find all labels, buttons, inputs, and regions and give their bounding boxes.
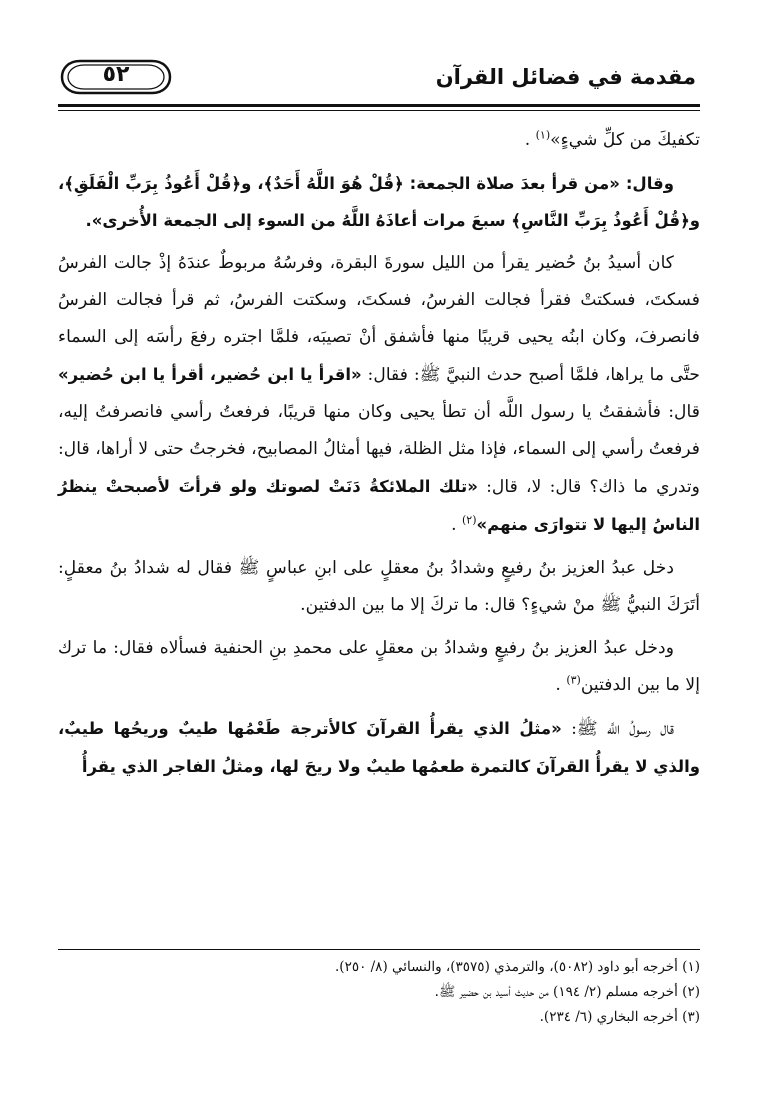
header-rule-thin (58, 110, 700, 111)
hadith-quote: «مثلُ الذي يقرأُ القرآنَ كالأترجة طَعْمُها طيبٌ وريحُها طيبٌ، والذي لا يقرأُ القرآنَ كالتمرة طعمُها طيبٌ ولا ريحَ لها، ومثلُ الفاجر الذي يقرأُ (58, 719, 700, 776)
footnote-3: (٣) أخرجه البخاري (٦/ ٢٣٤). (539, 1009, 700, 1025)
footnote-ref-2: (٢) (462, 513, 477, 527)
paragraph-5: ودخل عبدُ العزيز بنُ رفيعٍ وشدادُ بن معقلٍ على محمدِ بنِ الحنفية فسألاه فقال: ما ترك إلا ما بين الدفتين$^{(٣)}$ . (58, 638, 700, 695)
footnote-ref-3: (٣) (566, 673, 581, 687)
header-rule (58, 104, 700, 107)
page-number: ٥٢ (102, 62, 130, 87)
paragraph-4: دخل عبدُ العزيز بنُ رفيعٍ وشدادُ بنُ معقلٍ على ابنِ عباسٍ ﷺ فقال له شدادُ بنُ معقلٍ: أتَرَكَ النبيُّ ﷺ منْ شيءٍ؟ قال: ما تركَ إلا ما بين الدفتين. (58, 558, 700, 615)
page-number-badge (60, 57, 172, 97)
main-text (58, 122, 700, 786)
paragraph-3: كان أسيدُ بنُ حُضير يقرأ من الليل سورةَ البقرة، وفرسُهُ مربوطٌ عندَهُ إذْ جالت الفرسُ فسكتَ، فسكتتْ فقرأ فجالت الفرسُ، فسكتَ، وسكتت الفرسُ، ثم قرأ فجالت الفرسُ فانصرفَ، وكان ابنُه يحيى قريبًا منها فأشفق أنْ تصيبَه، فلمَّا اجتره رفعَ رأسَه إلى السماء حتَّى ما يراها، فلمَّا أصبح حدث النبيَّ ﷺ: فقال: «اقرأ يا ابن حُضير، أقرأ يا ابن حُضير» قال: فأشفقتُ يا رسول اللَّه أن تطأ يحيى وكان منها قريبًا، فرفعتُ رأسي فانصرفتُ إليه، فرفعتُ رأسي إلى السماء، فإذا مثل الظلة، فيها أمثالُ المصابيح، فخرجتُ حتى لا أراها، قال: وتدري ما ذاك؟ قال: لا، قال: «تلك الملائكةُ دَنَتْ لصوتك ولو قرأتَ لأصبحتْ ينظرُ الناسُ إليها لا تتوارَى منهم»$^{(٢)}$ . (58, 253, 701, 535)
paragraph-1: تكفيكَ من كلِّ شيءٍ»$^{(١)}$ . (524, 128, 700, 150)
hadith-quote: «تلك الملائكةُ دَنَتْ لصوتك ولو قرأتَ لأصبحتْ ينظرُ الناسُ إليها لا تتوارَى منهم» (58, 477, 700, 534)
footnote-2: (٢) أخرجه مسلم (٢/ ١٩٤) من حديث أسيد بن حضير ﷺ. (434, 984, 700, 1000)
footnote-1: (١) أخرجه أبو داود (٥٠٨٢)، والترمذي (٣٥٧٥)، والنسائي (٨/ ٢٥٠). (335, 959, 700, 975)
footnote-ref-1: (١) (535, 128, 551, 142)
footnote-separator (58, 949, 700, 950)
running-title: مقدمة في فضائل القرآن (435, 65, 696, 89)
hadith-quote: «اقرأ يا ابن حُضير، أقرأ يا ابن حُضير» (58, 365, 362, 384)
page-header (58, 52, 700, 102)
paragraph-6: قال رسولُ اللَّه ﷺ: «مثلُ الذي يقرأُ القرآنَ كالأترجة طَعْمُها طيبٌ وريحُها طيبٌ، والذي لا يقرأُ القرآنَ كالتمرة طعمُها طيبٌ ولا ريحَ لها، ومثلُ الفاجر الذي يقرأُ (58, 719, 700, 776)
footnotes (58, 955, 700, 1030)
paragraph-2: وقال: «من قرأ بعدَ صلاة الجمعة: ﴿قُلْ هُوَ اللَّهُ أَحَدٌ﴾، و﴿قُلْ أَعُوذُ بِرَبِّ الْفَلَقِ﴾، و﴿قُلْ أَعُوذُ بِرَبِّ النَّاسِ﴾ سبعَ مرات أعاذَهُ اللَّهُ من السوء إلى الجمعة الأُخرى». (58, 174, 700, 230)
